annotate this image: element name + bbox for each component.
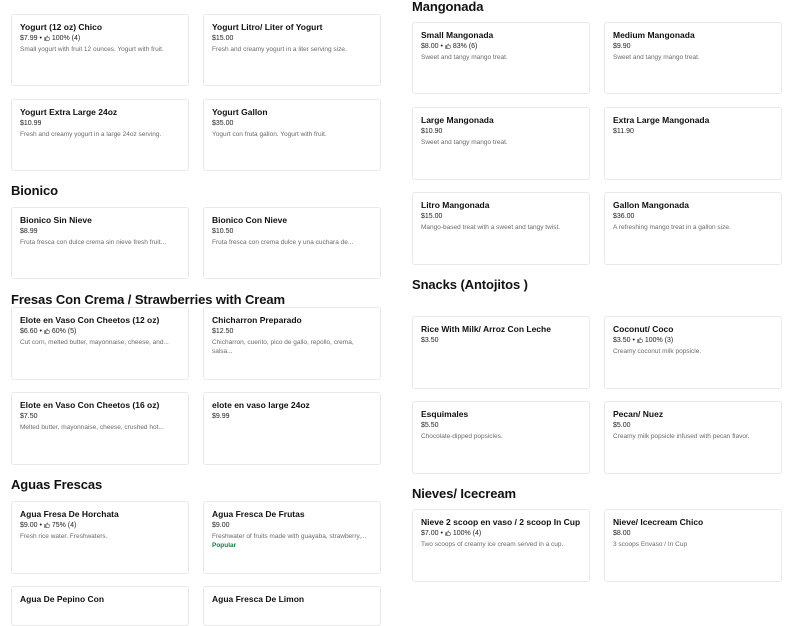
item-rating: 75% (4) — [51, 521, 77, 529]
menu-item-card[interactable] — [203, 392, 381, 465]
item-name: Yogurt Extra Large 24oz — [20, 107, 118, 117]
menu-item-card[interactable] — [11, 307, 189, 380]
item-description: Creamy milk popsicle infused with pecan flavor. — [613, 432, 750, 440]
item-name: Esquimales — [421, 409, 469, 419]
item-rating: 100% (3) — [644, 336, 674, 344]
item-name: Agua Fresa De Horchata — [20, 509, 119, 519]
item-name: Bionico Sin Nieve — [20, 215, 92, 225]
menu-item-card[interactable] — [11, 14, 189, 86]
thumbs-up-icon — [44, 328, 50, 334]
menu-item-card[interactable] — [604, 401, 782, 474]
menu-item-card[interactable] — [604, 316, 782, 389]
item-description: A refreshing mango treat in a gallon size. — [613, 223, 731, 231]
popular-badge: Popular — [212, 542, 237, 549]
menu-item-card[interactable] — [412, 22, 590, 94]
item-name: Agua Fresca De Limon — [212, 594, 305, 604]
item-name: Litro Mangonada — [421, 200, 490, 210]
item-price: $10.50 — [212, 227, 234, 235]
menu-item-card[interactable] — [11, 99, 189, 171]
item-price-rating: $7.99 • 100% (4) — [20, 34, 81, 42]
item-price-rating: $8.00 • 83% (6) — [421, 42, 478, 50]
item-name: Agua Fresca De Frutas — [212, 509, 305, 519]
item-description: Freshwater of fruits made with guayaba, strawberry,... — [212, 532, 367, 540]
thumbs-up-icon — [445, 43, 451, 49]
item-description: Fresh rice water. Freshwaters. — [20, 532, 108, 540]
thumbs-up-icon — [445, 530, 451, 536]
item-name: Yogurt Litro/ Liter of Yogurt — [212, 22, 323, 32]
item-price: $5.50 — [421, 421, 439, 429]
item-price: $10.90 — [421, 127, 443, 135]
item-description: Fruta fresca con dulce crema sin nieve fresh fruit... — [20, 238, 166, 246]
item-description: Creamy coconut milk popsicle. — [613, 347, 702, 355]
item-description: Fresh and creamy yogurt in a liter serving size. — [212, 45, 347, 53]
item-name: Rice With Milk/ Arroz Con Leche — [421, 324, 551, 334]
item-price-rating: $3.50 • 100% (3) — [613, 336, 674, 344]
item-price: $9.00 — [212, 521, 230, 529]
section-title-snacks: Snacks (Antojitos ) — [412, 277, 528, 292]
item-description: Yogurt con fruta gallon. Yogurt with fruit. — [212, 130, 327, 138]
item-price: $9.99 — [212, 412, 230, 420]
item-price-rating: $7.00 • 100% (4) — [421, 529, 482, 537]
section-title-bionico: Bionico — [11, 183, 58, 198]
item-price: $10.99 — [20, 119, 42, 127]
item-name: Extra Large Mangonada — [613, 115, 710, 125]
item-name: Pecan/ Nuez — [613, 409, 664, 419]
item-price: $3.50 — [613, 336, 631, 344]
item-price: $7.00 — [421, 529, 439, 537]
item-price: $3.50 — [421, 336, 439, 344]
menu-item-card[interactable] — [604, 509, 782, 582]
item-price: $11.90 — [613, 127, 634, 135]
thumbs-up-icon — [44, 35, 50, 41]
item-description: 3 scoops Envaso / In Cup — [613, 540, 688, 548]
menu-item-card[interactable] — [11, 207, 189, 279]
item-name: Bionico Con Nieve — [212, 215, 288, 225]
thumbs-up-icon — [637, 337, 643, 343]
item-price: $15.00 — [212, 34, 234, 42]
item-description: Two scoops of creamy ice cream served in a cup. — [421, 540, 564, 548]
item-price: $9.90 — [613, 42, 631, 50]
menu-item-card[interactable] — [412, 509, 590, 582]
item-rating: 100% (4) — [452, 529, 482, 537]
menu-item-card[interactable] — [412, 316, 590, 389]
menu-item-card[interactable] — [203, 586, 381, 626]
item-name: Elote en Vaso Con Cheetos (16 oz) — [20, 400, 160, 410]
thumbs-up-icon — [44, 522, 50, 528]
menu-item-card[interactable] — [11, 586, 189, 626]
item-price: $6.60 — [20, 327, 38, 335]
item-description: Fresh and creamy yogurt in a large 24oz serving. — [20, 130, 162, 138]
item-name: Medium Mangonada — [613, 30, 695, 40]
item-price: $8.99 — [20, 227, 38, 235]
menu-item-card[interactable] — [11, 392, 189, 465]
item-price: $7.99 — [20, 34, 38, 42]
item-name: Agua De Pepino Con — [20, 594, 105, 604]
menu-item-card[interactable] — [412, 192, 590, 265]
section-title-aguas-frescas: Aguas Frescas — [11, 477, 103, 492]
menu-item-card[interactable] — [604, 107, 782, 180]
item-price: $15.00 — [421, 212, 443, 220]
item-price: $7.50 — [20, 412, 38, 420]
section-title-fresas: Fresas Con Crema / Strawberries with Cream — [11, 292, 285, 307]
menu-item-card[interactable] — [412, 107, 590, 180]
item-description: Chocolate-dipped popsicles. — [421, 432, 503, 440]
menu-item-card[interactable] — [604, 22, 782, 94]
menu-item-card[interactable] — [604, 192, 782, 265]
section-title-mangonada: Mangonada — [412, 0, 484, 14]
item-name: Elote en Vaso Con Cheetos (12 oz) — [20, 315, 160, 325]
item-description: Small yogurt with fruit 12 ounces. Yogurt with fruit. — [20, 45, 164, 53]
item-name: Yogurt (12 oz) Chico — [20, 22, 103, 32]
item-description: Melted butter, mayonnaise, cheese, crushed hot... — [20, 423, 164, 431]
item-description: Fruta fresca con crema dulce y una cuchara de... — [212, 238, 354, 246]
item-description: Sweet and tangy mango treat. — [613, 53, 700, 61]
item-rating: 100% (4) — [51, 34, 81, 42]
menu-item-card[interactable] — [412, 401, 590, 474]
item-rating: 60% (5) — [51, 327, 77, 335]
item-price: $9.00 — [20, 521, 38, 529]
item-name: Nieve/ Icecream Chico — [613, 517, 704, 527]
item-name: Coconut/ Coco — [613, 324, 674, 334]
item-description: Sweet and tangy mango treat. — [421, 138, 508, 146]
item-name: Yogurt Gallon — [212, 107, 268, 117]
item-name: Chicharron Preparado — [212, 315, 302, 325]
item-price: $35.00 — [212, 119, 234, 127]
item-description: Chicharron, cuerito, pico de gallo, repollo, crema, salsa... — [212, 338, 354, 355]
item-rating: 83% (6) — [452, 42, 478, 50]
item-name: Nieve 2 scoop en vaso / 2 scoop In Cup — [421, 517, 581, 527]
item-name: Small Mangonada — [421, 30, 494, 40]
item-price-rating: $9.00 • 75% (4) — [20, 521, 77, 529]
item-price: $12.50 — [212, 327, 234, 335]
item-name: elote en vaso large 24oz — [212, 400, 310, 410]
menu-item-card[interactable] — [203, 99, 381, 171]
section-title-nieves: Nieves/ Icecream — [412, 486, 516, 501]
menu-item-card[interactable] — [203, 207, 381, 279]
item-price-rating: $6.60 • 60% (5) — [20, 327, 77, 335]
item-price: $8.00 — [613, 529, 631, 537]
item-price: $5.00 — [613, 421, 631, 429]
item-name: Large Mangonada — [421, 115, 494, 125]
item-description: Mango-based treat with a sweet and tangy twist. — [421, 223, 561, 231]
menu-item-card[interactable] — [11, 501, 189, 574]
menu-item-card[interactable] — [203, 501, 381, 574]
menu-item-card[interactable] — [203, 307, 381, 380]
item-price: $8.00 — [421, 42, 439, 50]
item-price: $36.00 — [613, 212, 635, 220]
menu-item-card[interactable] — [203, 14, 381, 86]
item-description: Sweet and tangy mango treat. — [421, 53, 508, 61]
item-name: Gallon Mangonada — [613, 200, 690, 210]
item-description: Cut corn, melted butter, mayonnaise, cheese, and... — [20, 338, 169, 346]
